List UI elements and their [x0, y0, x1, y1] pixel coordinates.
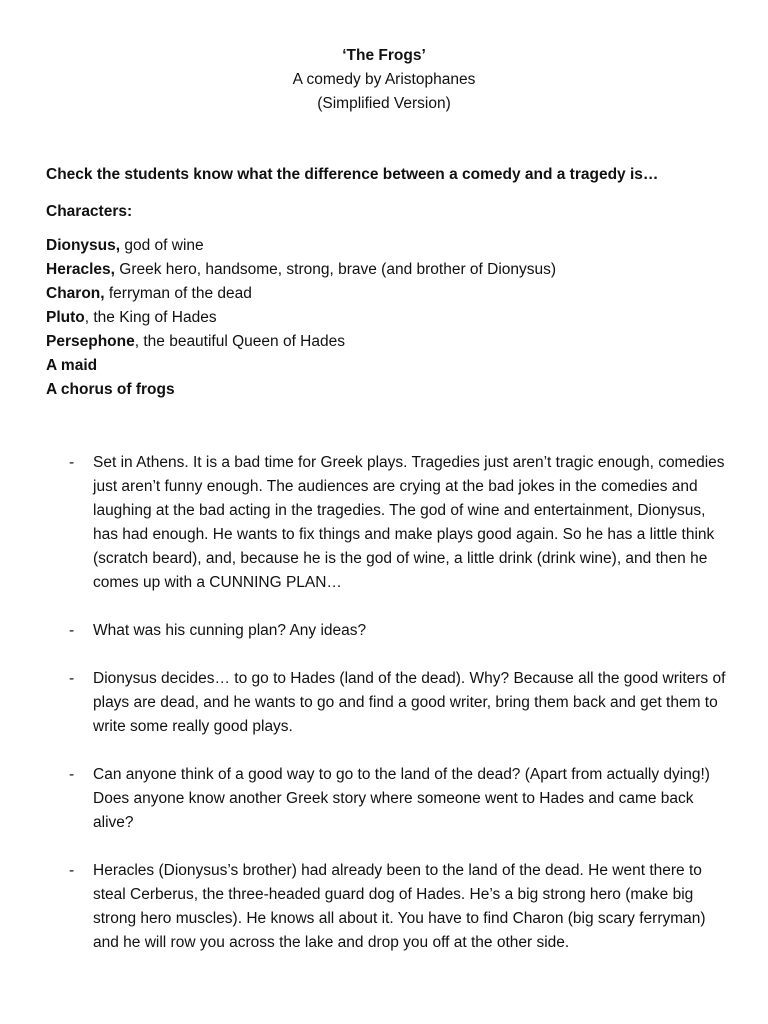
character-name: A chorus of frogs — [46, 381, 175, 398]
character-name: Heracles, — [46, 261, 115, 278]
character-item — [46, 306, 556, 330]
character-name: Dionysus, — [46, 237, 121, 254]
character-name: A maid — [46, 357, 98, 374]
bullet-text: Heracles (Dionysus’s brother) had already been to the land of the dead. He went there to steal Cerberus, the three-headed guard dog of Hades. He’s a big strong hero (make big strong hero muscles). He knows all about it. You have to find Charon (big scary ferryman) and he will row you across the lake and drop you off at the other side. — [93, 862, 706, 951]
character-item — [46, 258, 556, 282]
character-desc: ferryman of the dead — [104, 285, 252, 302]
character-item — [46, 378, 556, 402]
character-item — [46, 234, 556, 258]
character-name: Pluto — [46, 309, 85, 326]
bullet-dash: - — [69, 670, 75, 687]
bullet-dash: - — [69, 622, 75, 639]
character-name: Charon, — [46, 285, 105, 302]
bullet-text: Dionysus decides… to go to Hades (land of the dead). Why? Because all the good writers of plays are dead, and he wants to go and find a good writer, bring them back and get them to write some really good plays. — [93, 670, 726, 735]
story-bullet — [0, 619, 768, 643]
title-block — [0, 44, 768, 116]
document-subtitle: A comedy by Aristophanes — [292, 71, 476, 88]
story-bullet — [0, 451, 768, 595]
bullet-dash: - — [69, 454, 75, 471]
character-list — [46, 234, 556, 402]
character-desc: Greek hero, handsome, strong, brave (and brother of Dionysus) — [114, 261, 557, 278]
character-item — [46, 330, 556, 354]
character-item — [46, 354, 556, 378]
teacher-instruction: Check the students know what the difference between a comedy and a tragedy is… — [46, 166, 659, 183]
bullet-dash: - — [69, 766, 75, 783]
bullet-text: What was his cunning plan? Any ideas? — [93, 622, 367, 639]
story-bullet — [0, 667, 768, 739]
document-version: (Simplified Version) — [317, 95, 451, 112]
character-desc: god of wine — [120, 237, 204, 254]
story-bullet — [0, 859, 768, 955]
bullet-dash: - — [69, 862, 75, 879]
document-title: ‘The Frogs’ — [342, 47, 426, 64]
character-name: Persephone — [46, 333, 135, 350]
bullet-text: Can anyone think of a good way to go to the land of the dead? (Apart from actually dying!) Does anyone know another Greek story where someone went to Hades and came back alive? — [93, 766, 710, 831]
character-desc: , the King of Hades — [84, 309, 217, 326]
story-bullet — [0, 763, 768, 835]
character-item — [46, 282, 556, 306]
bullet-text: Set in Athens. It is a bad time for Greek plays. Tragedies just aren’t tragic enough, comedies just aren’t funny enough. The audiences are crying at the bad jokes in the comedies and laughing at the bad acting in the tragedies. The god of wine and entertainment, Dionysus, has had enough. He wants to fix things and make plays good again. So he has a little think (scratch beard), and, because he is the god of wine, a little drink (drink wine), and then he comes up with a CUNNING PLAN… — [93, 454, 725, 591]
character-desc: , the beautiful Queen of Hades — [134, 333, 345, 350]
characters-heading: Characters: — [46, 203, 133, 220]
story-bullet-list — [0, 451, 768, 979]
